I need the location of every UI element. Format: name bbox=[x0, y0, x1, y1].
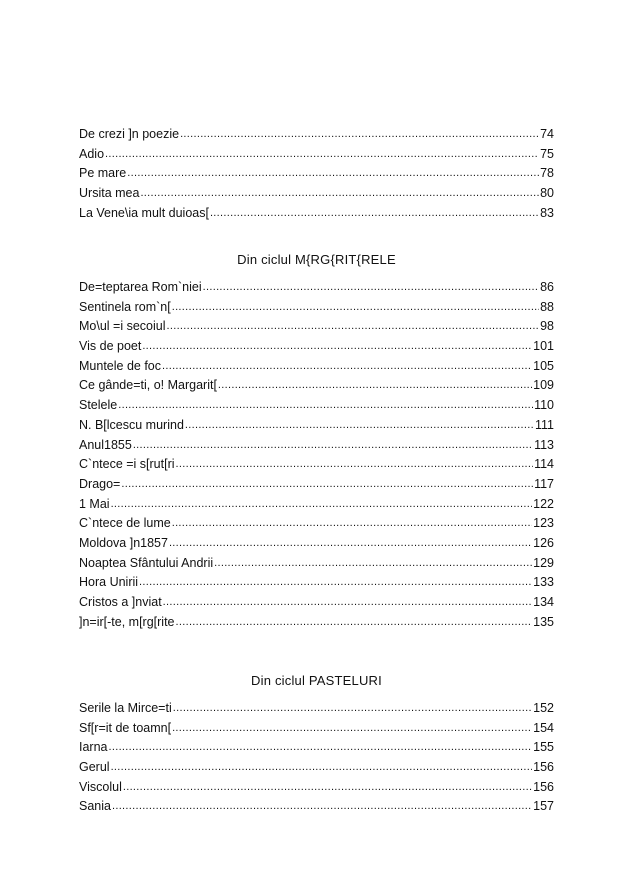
dot-leader bbox=[105, 146, 539, 158]
toc-entry bbox=[79, 798, 554, 818]
dot-leader bbox=[162, 358, 532, 370]
toc-entry bbox=[79, 739, 554, 759]
toc-entry bbox=[79, 759, 554, 779]
toc-entry-title: Ursita mea bbox=[79, 186, 140, 201]
toc-entry bbox=[79, 299, 554, 319]
toc-entry-title: De=teptarea Rom`niei bbox=[79, 280, 202, 294]
toc-entry-title: Mo\ul =i secoiul bbox=[79, 319, 166, 334]
toc-entry-page-number: 74 bbox=[540, 127, 554, 141]
toc-entry bbox=[79, 496, 554, 516]
dot-leader bbox=[218, 377, 532, 389]
toc-entry-title: N. B[lcescu murind bbox=[79, 417, 184, 432]
dot-leader bbox=[109, 739, 533, 751]
toc-entry bbox=[79, 535, 554, 555]
toc-entry-page-number: 110 bbox=[534, 398, 554, 413]
dot-leader bbox=[214, 555, 532, 567]
toc-entry bbox=[79, 397, 554, 417]
toc-entry bbox=[79, 126, 554, 146]
toc-entry-title: C`ntece de lume bbox=[79, 516, 171, 531]
toc-entry-title: Vis de poet bbox=[79, 339, 142, 354]
toc-entry-title: Cristos a ]nviat bbox=[79, 595, 162, 609]
toc-section-2 bbox=[79, 279, 554, 633]
toc-entry bbox=[79, 165, 554, 185]
toc-entry-page-number: 75 bbox=[540, 146, 554, 161]
toc-entry-title: Sf[r=it de toamn[ bbox=[79, 720, 172, 735]
dot-leader bbox=[127, 165, 539, 177]
toc-entry-title: Serile la Mirce=ti bbox=[79, 701, 172, 715]
dot-leader bbox=[123, 779, 532, 791]
toc-entry-title: Muntele de foc bbox=[79, 358, 161, 373]
dot-leader bbox=[142, 338, 532, 350]
dot-leader bbox=[210, 205, 539, 217]
dot-leader bbox=[167, 318, 540, 330]
dot-leader bbox=[173, 700, 532, 712]
toc-entry bbox=[79, 358, 554, 378]
toc-entry-page-number: 114 bbox=[534, 457, 554, 472]
toc-entry-title: De crezi ]n poezie bbox=[79, 127, 180, 141]
toc-entry-page-number: 134 bbox=[533, 595, 554, 609]
toc-entry-page-number: 126 bbox=[533, 535, 554, 550]
toc-entry-title: Adio bbox=[79, 146, 105, 161]
toc-entry-page-number: 155 bbox=[533, 740, 554, 755]
toc-entry-page-number: 156 bbox=[533, 779, 554, 794]
toc-entry-page-number: 152 bbox=[533, 701, 554, 715]
toc-entry bbox=[79, 437, 554, 457]
toc-entry-title: Anul1855 bbox=[79, 437, 132, 452]
toc-entry-title: Hora Unirii bbox=[79, 575, 139, 590]
toc-entry-title: Noaptea Sfântului Andrii bbox=[79, 555, 214, 570]
dot-leader bbox=[111, 759, 533, 771]
toc-entry-page-number: 135 bbox=[533, 614, 554, 629]
toc-entry-title: Sentinela rom`n[ bbox=[79, 299, 171, 314]
toc-entry-page-number: 83 bbox=[540, 205, 554, 220]
toc-entry bbox=[79, 377, 554, 397]
dot-leader bbox=[172, 515, 532, 527]
toc-entry-title: Sania bbox=[79, 799, 111, 814]
toc-entry-page-number: 101 bbox=[533, 339, 554, 354]
dot-leader bbox=[172, 299, 539, 311]
toc-list bbox=[79, 126, 554, 224]
toc-entry-page-number: 98 bbox=[540, 319, 554, 334]
dot-leader bbox=[133, 437, 533, 449]
toc-entry-page-number: 122 bbox=[533, 496, 554, 511]
section-heading-pasteluri: Din ciclul PASTELURI bbox=[251, 673, 382, 688]
dot-leader bbox=[139, 574, 532, 586]
toc-entry-title: 1 Mai bbox=[79, 496, 110, 511]
toc-entry-title: Viscolul bbox=[79, 779, 122, 794]
toc-entry bbox=[79, 205, 554, 225]
toc-entry-title: Drago= bbox=[79, 476, 121, 491]
toc-entry bbox=[79, 318, 554, 338]
dot-leader bbox=[121, 476, 533, 488]
toc-entry-title: Pe mare bbox=[79, 166, 127, 181]
toc-entry-title: Moldova ]n1857 bbox=[79, 535, 168, 550]
toc-entry-title: ]n=ir[-te, m[rg[rite bbox=[79, 614, 175, 629]
toc-entry bbox=[79, 594, 554, 614]
toc-entry-title: Stelele bbox=[79, 398, 118, 413]
toc-entry bbox=[79, 614, 554, 634]
toc-list bbox=[79, 700, 554, 818]
toc-entry-page-number: 78 bbox=[540, 166, 554, 181]
toc-entry-title: C`ntece =i s[rut[ri bbox=[79, 457, 175, 472]
toc-entry-page-number: 156 bbox=[533, 760, 554, 775]
dot-leader bbox=[172, 720, 532, 732]
toc-entry-page-number: 133 bbox=[533, 575, 554, 590]
toc-entry bbox=[79, 476, 554, 496]
toc-entry bbox=[79, 700, 554, 720]
toc-entry bbox=[79, 779, 554, 799]
dot-leader bbox=[111, 496, 533, 508]
toc-entry bbox=[79, 555, 554, 575]
toc-entry-page-number: 157 bbox=[533, 799, 554, 814]
dot-leader bbox=[163, 594, 532, 606]
dot-leader bbox=[185, 417, 534, 429]
toc-entry bbox=[79, 185, 554, 205]
toc-entry bbox=[79, 279, 554, 299]
toc-entry-page-number: 123 bbox=[533, 516, 554, 531]
toc-entry bbox=[79, 146, 554, 166]
dot-leader bbox=[112, 798, 532, 810]
dot-leader bbox=[140, 185, 539, 197]
toc-entry-page-number: 109 bbox=[533, 378, 554, 393]
toc-entry-page-number: 113 bbox=[534, 437, 554, 452]
section-heading-margaritarele: Din ciclul M{RG{RIT{RELE bbox=[237, 252, 396, 267]
toc-entry bbox=[79, 456, 554, 476]
toc-entry-page-number: 111 bbox=[534, 417, 554, 432]
toc-entry-page-number: 80 bbox=[540, 186, 554, 201]
dot-leader bbox=[203, 279, 539, 291]
toc-entry bbox=[79, 417, 554, 437]
toc-entry-page-number: 154 bbox=[533, 720, 554, 735]
toc-section-3 bbox=[79, 700, 554, 818]
toc-section-1 bbox=[79, 126, 554, 224]
dot-leader bbox=[176, 614, 533, 626]
toc-list bbox=[79, 279, 554, 633]
toc-entry-page-number: 86 bbox=[540, 280, 554, 294]
toc-entry-page-number: 117 bbox=[534, 476, 554, 491]
toc-entry-title: Iarna bbox=[79, 740, 108, 755]
toc-entry bbox=[79, 338, 554, 358]
toc-entry-title: Ce gânde=ti, o! Margarit[ bbox=[79, 378, 217, 393]
dot-leader bbox=[180, 126, 539, 138]
toc-entry-title: Gerul bbox=[79, 760, 110, 775]
toc-entry-title: La Vene\ia mult duioas[ bbox=[79, 205, 209, 220]
toc-entry bbox=[79, 515, 554, 535]
toc-entry bbox=[79, 720, 554, 740]
dot-leader bbox=[169, 535, 532, 547]
dot-leader bbox=[176, 456, 534, 468]
toc-entry-page-number: 105 bbox=[533, 358, 554, 373]
toc-entry bbox=[79, 574, 554, 594]
toc-entry-page-number: 88 bbox=[540, 299, 554, 314]
dot-leader bbox=[118, 397, 533, 409]
toc-entry-page-number: 129 bbox=[533, 555, 554, 570]
